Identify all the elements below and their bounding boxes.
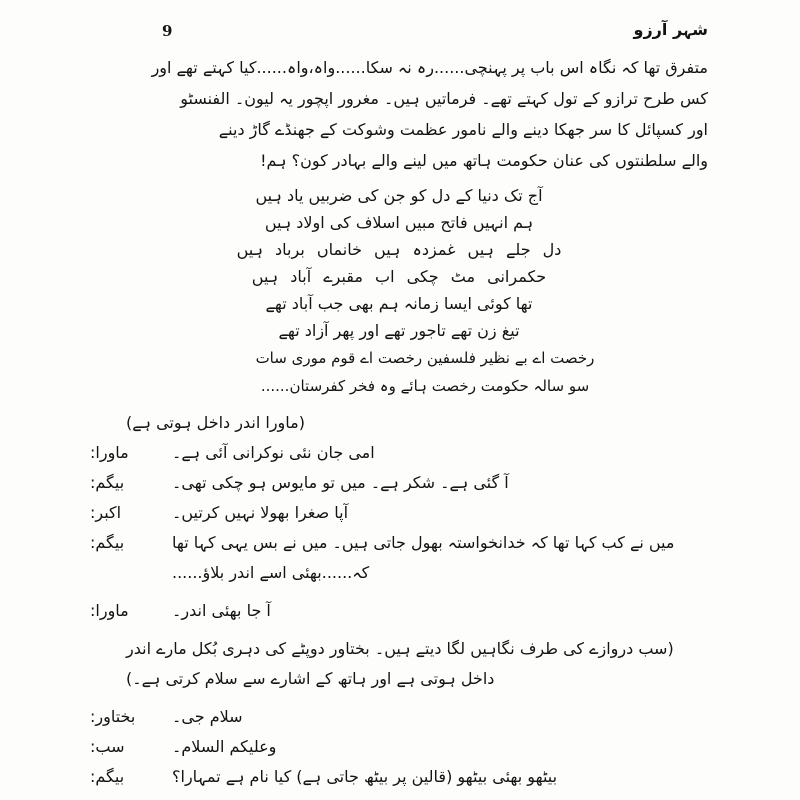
dialogue-text: آ گئی ہے۔ شکر ہے۔ میں تو مایوس ہو چکی تھی۔ xyxy=(172,473,509,492)
page-number: 9 xyxy=(162,22,173,40)
dialogue-row xyxy=(90,438,708,468)
stage-direction: (سب دروازے کی طرف نگاہیں لگا دیتے ہیں۔ بختاور دوپٹے کی دہری بُکل مارے اندر داخل ہوتی ہے اور ہاتھ کے اشارے سے سلام کرتی ہے۔) xyxy=(126,639,674,688)
text-line: حکمرانی مٹ چکی اب مقبرے آباد ہیں xyxy=(251,267,547,286)
stage-direction: (ماورا اندر داخل ہوتی ہے) xyxy=(126,413,305,432)
spacer xyxy=(90,694,708,702)
text-line: دل جلے ہیں غمزدہ ہیں خانماں برباد ہیں xyxy=(236,240,562,259)
text-line: سو سالہ حکومت رخصت ہائے وہ فخر کفرستان...... xyxy=(260,377,590,395)
speaker-label: سب: xyxy=(90,737,125,756)
text-line: متفرق تھا کہ نگاہ اس باب پر پہنچی......رہ نہ سکا......واہ،واہ......کیا کہتے تھے اور xyxy=(151,58,708,77)
script-block xyxy=(90,408,708,792)
dialogue-text: آ جا بھئی اندر۔ xyxy=(172,601,271,620)
dialogue-row xyxy=(90,468,708,498)
text-line: کس طرح ترازو کے تول کہتے تھے۔ فرماتیں ہیں۔ مغرور اپچور یہ لیون۔ الفنسٹو xyxy=(180,89,708,108)
dialogue-text: سلام جی۔ xyxy=(172,707,243,726)
poem-block xyxy=(90,182,708,344)
dialogue-text: امی جان نئی نوکرانی آئی ہے۔ xyxy=(172,443,375,462)
dialogue-text: وعلیکم السلام۔ xyxy=(172,737,277,756)
dialogue-text: بیٹھو بھئی بیٹھو (قالین پر بیٹھ جاتی ہے) کیا نام ہے تمہارا؟ xyxy=(172,767,558,786)
dialogue-row xyxy=(90,596,708,626)
text-line: تھا کوئی ایسا زمانہ ہم بھی جب آباد تھے xyxy=(265,294,533,313)
dialogue-row xyxy=(90,528,708,588)
book-title: شہر آرزو xyxy=(633,20,708,39)
speaker-label: بیگم: xyxy=(90,473,125,492)
text-line: رخصت اے بے نظیر فلسفین رخصت اے قوم موری سات xyxy=(255,349,595,367)
farewell-couplet xyxy=(90,344,708,400)
speaker-label: ماورا: xyxy=(90,601,129,620)
prose-paragraph xyxy=(90,52,708,176)
text-line: تیغ زن تھے تاجور تھے اور پھر آزاد تھے xyxy=(278,321,520,340)
dialogue-row xyxy=(90,762,708,792)
spacer xyxy=(90,588,708,596)
dialogue-text: آپا صغرا بھولا نہیں کرتیں۔ xyxy=(172,503,349,522)
speaker-label: بیگم: xyxy=(90,767,125,786)
text-line: والے سلطنتوں کی عنان حکومت ہاتھ میں لینے والے بہادر کون؟ ہم! xyxy=(260,151,708,170)
dialogue-row xyxy=(90,702,708,732)
spacer xyxy=(90,626,708,634)
text-line: آج تک دنیا کے دل کو جن کی ضربیں یاد ہیں xyxy=(255,186,543,205)
speaker-label: اکبر: xyxy=(90,503,122,522)
text-line: اور کسپائل کا سر جھکا دینے والے نامور عظمت وشوکت کے جھنڈے گاڑ دینے xyxy=(218,120,708,139)
speaker-label: بیگم: xyxy=(90,533,125,552)
speaker-label: بختاور: xyxy=(90,707,136,726)
speaker-label: ماورا: xyxy=(90,443,129,462)
dialogue-row xyxy=(90,498,708,528)
text-line: ہم انہیں فاتح مبیں اسلاف کی اولاد ہیں xyxy=(264,213,534,232)
page-header xyxy=(90,16,708,50)
dialogue-row xyxy=(90,732,708,762)
dialogue-text: میں نے کب کہا تھا کہ خدانخواستہ بھول جاتی ہیں۔ میں نے بس یہی کہا تھا کہ......بھئی اسے اندر بلاؤ...... xyxy=(172,533,675,582)
